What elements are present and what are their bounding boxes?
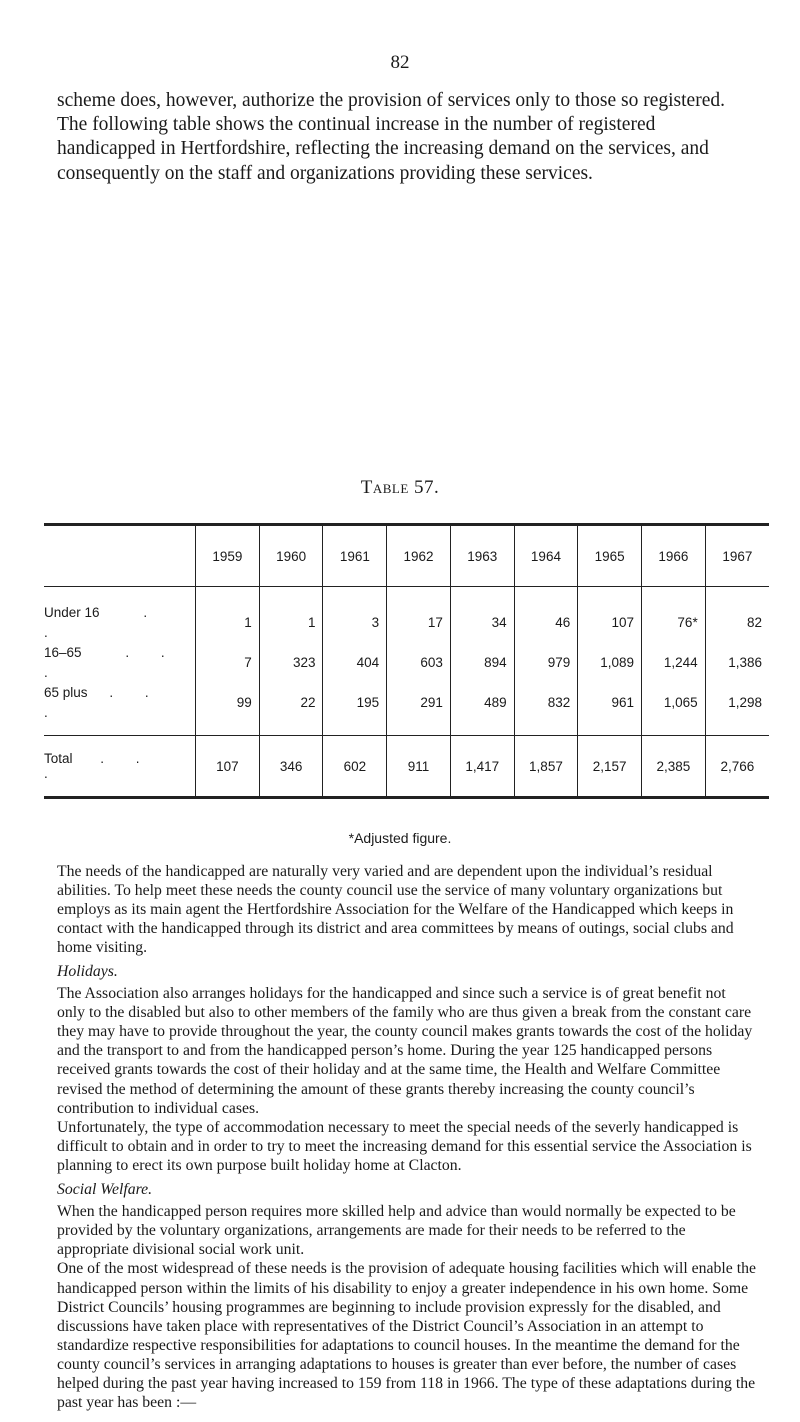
table-cell: 404 bbox=[323, 643, 387, 683]
table-cell: 17 bbox=[387, 587, 451, 644]
social-welfare-heading: Social Welfare. bbox=[57, 1181, 153, 1199]
row-label: Under 16 . . bbox=[44, 587, 196, 644]
table-cell: 894 bbox=[450, 643, 514, 683]
total-cell: 107 bbox=[196, 736, 260, 798]
total-cell: 2,766 bbox=[705, 736, 769, 798]
total-cell: 1,417 bbox=[450, 736, 514, 798]
holidays-section bbox=[57, 984, 757, 1175]
row-label: 16–65 . . . bbox=[44, 643, 196, 683]
social-welfare-section bbox=[57, 1202, 757, 1412]
table-cell: 46 bbox=[514, 587, 578, 644]
needs-paragraph: The needs of the handicapped are naturally very varied and are dependent upon the individual’s residual abilities. To help meet these needs the county council use the service of many voluntary organizations but employs as its main agent the Hertfordshire Association for the Welfare of the Handicapped which keeps in contact with the handicapped through its district and area committees by means of outings, social clubs and home visiting. bbox=[57, 863, 734, 957]
table-cell: 832 bbox=[514, 683, 578, 736]
intro-paragraph-1: scheme does, however, authorize the provision of services only to those so registered. bbox=[57, 90, 725, 111]
table-cell: 1,386 bbox=[705, 643, 769, 683]
holidays-heading: Holidays. bbox=[57, 963, 118, 980]
total-cell: 911 bbox=[387, 736, 451, 798]
social-welfare-paragraph-2: One of the most widespread of these needs is the provision of adequate housing facilities which will enable the handicapped person within the limits of his disability to enjoy a greater independence in his own home. Some District Councils’ housing programmes are beginning to include provision expressly for the disabled, and discussions have taken place with representatives of the District Council’s Association in an attempt to standardize respective responsibilities for adaptations to council houses. In the meantime the demand for the county council’s services in arranging adaptations to houses is greater than ever before, the number of cases helped during the past year having increased to 159 from 118 in 1966. The type of these adaptations during the past year has been :— bbox=[57, 1260, 756, 1412]
table-cell: 1 bbox=[196, 587, 260, 644]
social-welfare-paragraph-1: When the handicapped person requires more skilled help and advice than would normally be expected to be provided by the voluntary organizations, arrangements are made for their needs to be referred to the appropriate divisional social work unit. bbox=[57, 1203, 736, 1259]
header-blank bbox=[44, 525, 196, 587]
table-cell: 323 bbox=[259, 643, 323, 683]
table-cell: 195 bbox=[323, 683, 387, 736]
total-cell: 2,157 bbox=[578, 736, 642, 798]
table-cell: 291 bbox=[387, 683, 451, 736]
table-cell: 34 bbox=[450, 587, 514, 644]
table-cell: 961 bbox=[578, 683, 642, 736]
table-cell: 82 bbox=[705, 587, 769, 644]
table-footnote: *Adjusted figure. bbox=[348, 830, 452, 846]
total-cell: 1,857 bbox=[514, 736, 578, 798]
page-number: 82 bbox=[390, 52, 410, 73]
table-cell: 603 bbox=[387, 643, 451, 683]
total-cell: 602 bbox=[323, 736, 387, 798]
header-year: 1962 bbox=[387, 525, 451, 587]
total-cell: 2,385 bbox=[642, 736, 706, 798]
table-row bbox=[44, 587, 769, 644]
table-cell: 1,089 bbox=[578, 643, 642, 683]
total-label: Total . . . bbox=[44, 736, 196, 798]
intro-section bbox=[57, 89, 757, 186]
table-header-row bbox=[44, 525, 769, 587]
table-cell: 107 bbox=[578, 587, 642, 644]
header-year: 1964 bbox=[514, 525, 578, 587]
header-year: 1959 bbox=[196, 525, 260, 587]
table-cell: 22 bbox=[259, 683, 323, 736]
header-year: 1963 bbox=[450, 525, 514, 587]
header-year: 1960 bbox=[259, 525, 323, 587]
table-title: Table 57. bbox=[360, 477, 440, 498]
needs-section bbox=[57, 862, 757, 957]
table-cell: 1,298 bbox=[705, 683, 769, 736]
total-cell: 346 bbox=[259, 736, 323, 798]
header-year: 1965 bbox=[578, 525, 642, 587]
table-cell: 489 bbox=[450, 683, 514, 736]
table-cell: 7 bbox=[196, 643, 260, 683]
table-cell: 1,065 bbox=[642, 683, 706, 736]
row-label: 65 plus . . . bbox=[44, 683, 196, 736]
header-year: 1961 bbox=[323, 525, 387, 587]
intro-paragraph-2: The following table shows the continual increase in the number of registered handicapped in Hertfordshire, reflecting the increasing demand on the services, and consequently on the staff and organizations providing these services. bbox=[57, 114, 709, 184]
table-total-row bbox=[44, 736, 769, 798]
header-year: 1966 bbox=[642, 525, 706, 587]
holidays-paragraph-2: Unfortunately, the type of accommodation necessary to meet the special needs of the severly handicapped is difficult to obtain and in order to try to meet the increasing demand for this essential service the Association is planning to erect its own purpose built holiday home at Clacton. bbox=[57, 1118, 752, 1174]
table-cell: 3 bbox=[323, 587, 387, 644]
table-cell: 1 bbox=[259, 587, 323, 644]
header-year: 1967 bbox=[705, 525, 769, 587]
table-row bbox=[44, 683, 769, 736]
registered-handicapped-table bbox=[44, 523, 769, 799]
table-cell: 979 bbox=[514, 643, 578, 683]
table-cell: 76* bbox=[642, 587, 706, 644]
table-cell: 1,244 bbox=[642, 643, 706, 683]
table-row bbox=[44, 643, 769, 683]
table-cell: 99 bbox=[196, 683, 260, 736]
holidays-paragraph-1: The Association also arranges holidays for the handicapped and since such a service is of great benefit not only to the disabled but also to other members of the family who are thus given a break from the constant care they may have to provide throughout the year, the county council makes grants towards the cost of the holiday and the transport to and from the handicapped person’s home. During the year 125 handicapped persons received grants towards the cost of their holiday and at the same time, the Health and Welfare Committee revised the method of determining the amount of these grants thereby increasing the county council’s contribution to individual cases. bbox=[57, 985, 753, 1117]
